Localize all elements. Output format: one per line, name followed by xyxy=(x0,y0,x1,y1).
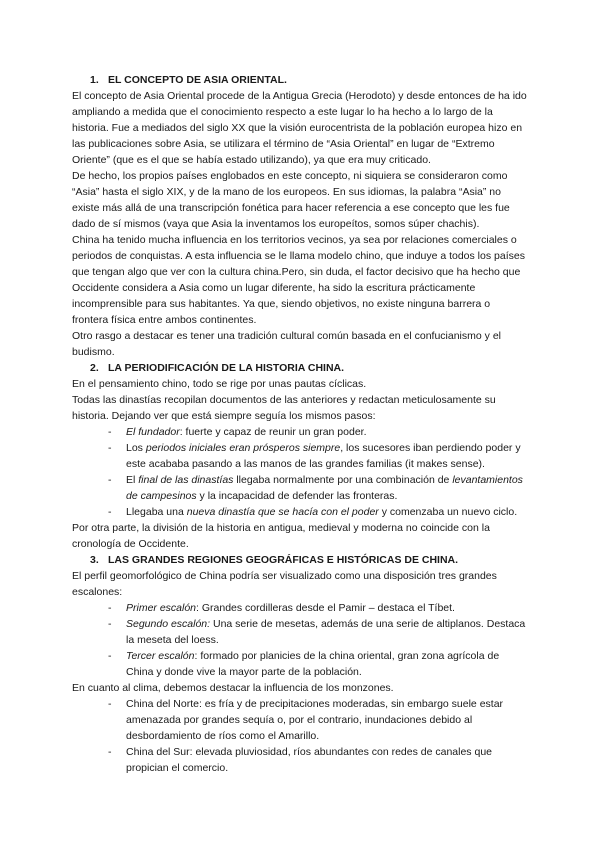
section-1-heading: 1. EL CONCEPTO DE ASIA ORIENTAL. xyxy=(90,74,287,86)
list-item: - Primer escalón: Grandes cordilleras desde el Pamir – destaca el Tíbet. xyxy=(108,600,528,616)
section-1-paragraph: Otro rasgo a destacar es tener una tradición cultural común basada en el confucianismo y el budismo. xyxy=(72,330,501,358)
list-item: - Llegaba una nueva dinastía que se hacía con el poder y comenzaba un nuevo ciclo. xyxy=(108,504,528,520)
list-item: - China del Sur: elevada pluviosidad, ríos abundantes con redes de canales que propician el comercio. xyxy=(108,744,528,776)
list-item: - Los periodos iniciales eran prósperos siempre, los sucesores iban perdiendo poder y este acababa pasando a las manos de las grandes familias (it makes sense). xyxy=(108,440,528,472)
section-3-intro: El perfil geomorfológico de China podría ser visualizado como una disposición tres grandes escalones: xyxy=(72,570,497,598)
climate-list xyxy=(72,696,528,776)
section-1-paragraph: El concepto de Asia Oriental procede de la Antigua Grecia (Herodoto) y desde entonces de ha ido ampliando a medida que el conocimiento respecto a este lugar lo ha hecho a lo largo de la historia. Fue a mediados del siglo XX que la visión eurocentrista de la población europea hizo en las publicaciones sobre Asia, se utilizara el término de “Asia Oriental” en lugar de “Extremo Oriente” (que es el que se había estado utilizando), ya que era muy criticado. xyxy=(72,90,527,166)
section-2-heading: 2. LA PERIODIFICACIÓN DE LA HISTORIA CHINA. xyxy=(90,362,345,374)
list-item: - Tercer escalón: formado por planicies de la china oriental, gran zona agrícola de China y donde vive la mayor parte de la población. xyxy=(108,648,528,680)
list-item: - El final de las dinastías llegaba normalmente por una combinación de levantamientos de campesinos y la incapacidad de defender las fronteras. xyxy=(108,472,528,504)
section-1-paragraph: China ha tenido mucha influencia en los territorios vecinos, ya sea por relaciones comerciales o periodos de conquistas. A esta influencia se le llama modelo chino, que induye a todos los países que tengan algo que ver con la cultura china.Pero, sin duda, el factor decisivo que ha hecho que Occidente considera a Asia como un lugar diferente, ha sido la escritura prácticamente incomprensible para sus habitantes. Ya que, siendo objetivos, no existe ninguna barrera o frontera física entre ambos continentes. xyxy=(72,234,525,326)
section-2-intro: En el pensamiento chino, todo se rige por unas pautas cíclicas. xyxy=(72,378,367,390)
climate-intro: En cuanto al clima, debemos destacar la influencia de los monzones. xyxy=(72,682,394,694)
dynastic-cycle-list xyxy=(72,424,528,520)
list-item: - El fundador: fuerte y capaz de reunir un gran poder. xyxy=(108,424,528,440)
section-2-outro: Por otra parte, la división de la historia en antigua, medieval y moderna no coincide con la cronología de Occidente. xyxy=(72,522,490,550)
geographic-steps-list xyxy=(72,600,528,680)
section-3-heading: 3. LAS GRANDES REGIONES GEOGRÁFICAS E HISTÓRICAS DE CHINA. xyxy=(90,554,459,566)
document-body xyxy=(72,72,528,776)
list-item: - Segundo escalón: Una serie de mesetas, además de una serie de altiplanos. Destaca la meseta del loess. xyxy=(108,616,528,648)
section-2-intro: Todas las dinastías recopilan documentos de las anteriores y redactan meticulosamente su historia. Dejando ver que está siempre seguía los mismos pasos: xyxy=(72,394,496,422)
section-1-paragraph: De hecho, los propios países englobados en este concepto, ni siquiera se consideraron como “Asia” hasta el siglo XIX, y de la mano de los europeos. En sus idiomas, la palabra “Asia” no existe más allá de una transcripción fonética para hacer referencia a ese concepto que les fue dado de sí mismos (vaya que Asia la inventamos los europeítos, somos súper chachis). xyxy=(72,170,510,230)
list-item: - China del Norte: es fría y de precipitaciones moderadas, sin embargo suele estar amenazada por grandes sequía o, por el contrario, inundaciones debido al desbordamiento de ríos como el Amarillo. xyxy=(108,696,528,744)
